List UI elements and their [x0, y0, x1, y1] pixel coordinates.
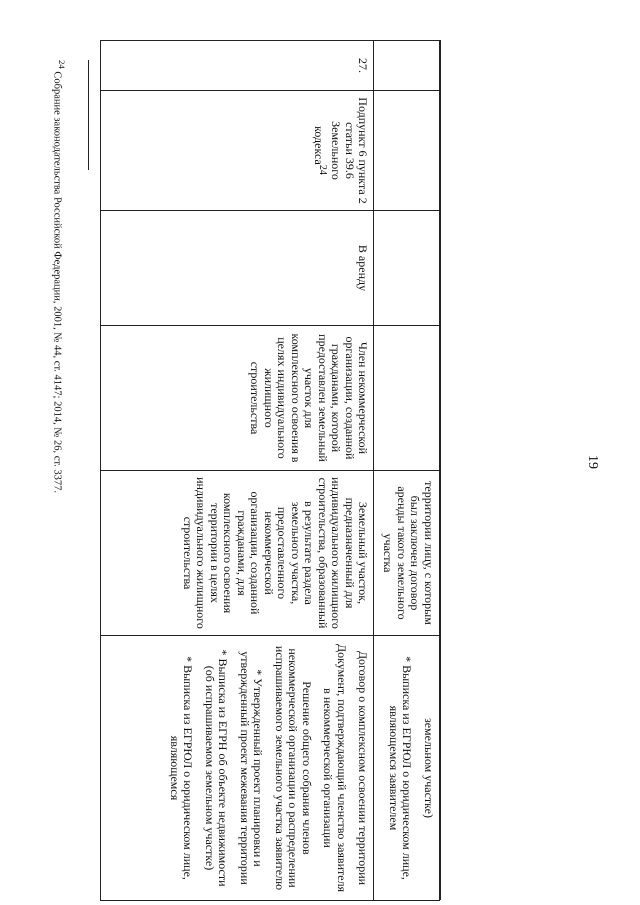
cell-empty — [374, 211, 440, 326]
cell-empty — [374, 91, 440, 211]
documents-table — [100, 40, 440, 901]
doc-item: * Выписка из ЕГРН об объекте недвижимости (об испрашиваемом земельном участке) — [203, 649, 231, 887]
footnote-mark: 24 — [57, 60, 67, 69]
land-plot: Земельный участок, предназначенный для индивидуального жилищного строительства, образованный в результате раздела земельного участка, предоставленного некоммерческой организации, созданной гражданами, для комплексного освоения территории в целях индивидуального жилищного строительства — [101, 471, 375, 636]
table-edge-line — [440, 40, 441, 900]
table-row-previous — [374, 41, 440, 901]
table-row — [101, 41, 375, 901]
doc-item: Решение общего собрания членов некоммерческой организации о распределении испрашиваемого земельного участка заявителю — [273, 645, 314, 891]
doc-item: * Утвержденный проект планировки и утвержденный проект межевания территории — [238, 651, 266, 885]
row-number: 27. — [101, 41, 375, 91]
lease-type: В аренду — [101, 211, 375, 326]
doc-item: земельном участке) — [422, 717, 436, 819]
footnote-ref: 24 — [317, 164, 328, 175]
footnote-separator — [88, 60, 89, 170]
cell-empty — [374, 41, 440, 91]
footnote — [52, 60, 72, 700]
legal-basis: Подпункт 6 пункта 2 статьи 39.6 Земельного кодекса$^{24}$ — [101, 91, 375, 211]
applicant: Член некоммерческой организации, созданной гражданами, которой предоставлен земельный участок для комплексного освоения в целях индивидуального жилищного строительства — [101, 326, 375, 471]
doc-item: * Выписка из ЕГРЮЛ о юридическом лице, являющемся — [168, 656, 196, 880]
required-documents — [101, 636, 375, 901]
cell-docs-continued — [374, 636, 440, 901]
doc-item: * Выписка из ЕГРЮЛ о юридическом лице, являющемся заявителем — [387, 656, 415, 880]
doc-item: Документ, подтверждающий членство заявителя в некоммерческой организации — [321, 643, 349, 893]
cell-empty — [374, 326, 440, 471]
table-wrapper — [100, 40, 440, 900]
page-number: 19 — [585, 455, 600, 469]
doc-item: Договор о комплексном освоении территории — [356, 650, 371, 886]
footnote-text: Собрание законодательства Российской Федерации, 2001, № 44, ст. 4147; 2014, № 26, ст. 3377. — [51, 68, 63, 494]
cell-plot-continued: территории лицу, с которым был заключен договор аренды такого земельного участка — [374, 471, 440, 636]
